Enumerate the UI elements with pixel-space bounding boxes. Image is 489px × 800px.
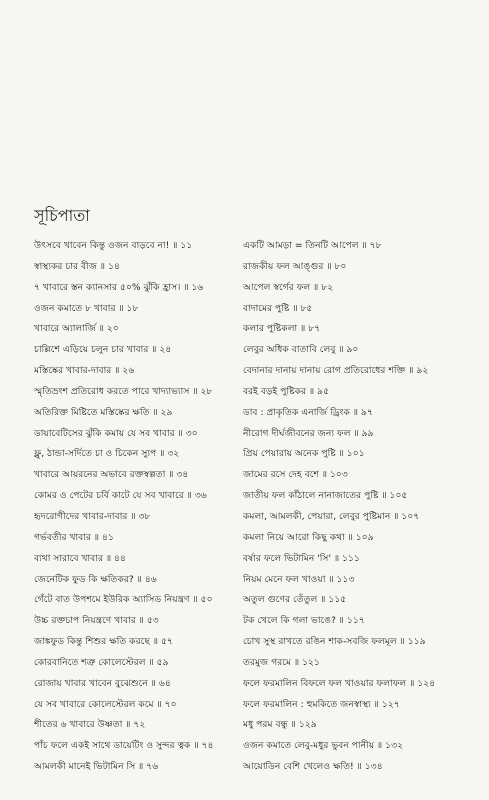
toc-entry: ডাব : প্রাকৃতিক এনার্জি ড্রিংক ॥ ৯৭ xyxy=(243,406,373,418)
toc-entry: ব্যথা সারাবে খাবার ॥ ৪৪ xyxy=(34,552,126,564)
toc-entry: কমলা নিয়ে আরো কিছু কথা ॥ ১০৯ xyxy=(243,531,374,543)
toc-entry: চোখ সুস্থ রাখতে রঙিন শাক-সবজি ফলমূল ॥ ১১৯ xyxy=(243,636,426,648)
toc-entry: ডায়াবেটিসের ঝুঁকি কমায় যে সব খাবার ॥ ৩০ xyxy=(34,427,198,439)
toc-entry: বরই বড়ই পুষ্টিকর ॥ ৯৫ xyxy=(243,385,330,397)
toc-entry: জাতীয় ফল কাঁঠালে নানাজাতের পুষ্টি ॥ ১০৫ xyxy=(243,490,408,502)
toc-entry: বাদামের পুষ্টি ॥ ৮৫ xyxy=(243,302,313,314)
toc-entry: মস্তিষ্কের খাবার-দাবার ॥ ২৬ xyxy=(34,365,135,377)
toc-entry: কোমর ও পেটের চর্বি কাটে যে সব খাবারে ॥ ৩৬ xyxy=(34,490,207,502)
toc-entry: আয়োডিন বেশি খেলেও ক্ষতি! ॥ ১৩৪ xyxy=(243,761,383,773)
toc-left-column xyxy=(34,236,240,778)
toc-entry: স্বাস্থ্যকর চার বীজ ॥ ১৪ xyxy=(34,260,120,272)
toc-entry: ফ্লু, ঠান্ডা-সর্দিতে চা ও চিকেন স্যুপ ॥ ৩২ xyxy=(34,448,180,460)
toc-entry: মধু পরম বন্ধু ॥ ১২৯ xyxy=(243,719,317,731)
toc-entry: পাঁচ ফলে একই সাথে ডায়েটিং ও সুন্দর ত্বক ॥ ৭৪ xyxy=(34,740,214,752)
toc-entry: উৎসবে খাবেন কিন্তু ওজন বাড়বে না! ॥ ১১ xyxy=(34,240,193,251)
toc-entry: ফলে ফরমালিন বিফলে ফল খাওয়ার ফলাফল ॥ ১২৪ xyxy=(243,677,436,689)
toc-entry: বেদানার দানায় দানায় রোগ প্রতিরোধের শক্তি ॥ ৯২ xyxy=(243,365,429,377)
toc-entry: স্মৃতিভ্রংশ প্রতিরোধ করতে পারে খাদ্যাভ্যাস ॥ ২৮ xyxy=(34,385,213,397)
toc-entry: বর্ষার ফলে ভিটামিন 'সি' ॥ ১১১ xyxy=(243,552,360,564)
toc-entry: খাবারে অ্যালার্জি ॥ ২০ xyxy=(34,323,119,335)
toc-entry: খাবারে আয়রনের অভাবে রক্তস্বল্পতা ॥ ৩৪ xyxy=(34,469,189,481)
toc-entry: ফলে ফরমালিন : হুমকিতে জনস্বাস্থ্য ॥ ১২৭ xyxy=(243,698,400,710)
toc-entry: অতুল গুণের তেঁতুল ॥ ১১৫ xyxy=(243,594,347,606)
toc-entry: রোজায় খাবার খাবেন বুঝেশুনে ॥ ৬৪ xyxy=(34,677,171,689)
toc-entry: যে সব খাবারে কোলেস্টেরল কমে ॥ ৭০ xyxy=(34,698,177,710)
toc-entry: নীরোগ দীর্ঘজীবনের জন্য ফল ॥ ৯৯ xyxy=(243,427,374,439)
toc-entry: উচ্চ রক্তচাপ নিয়ন্ত্রণে খাবার ॥ ৫৩ xyxy=(34,615,159,627)
toc-entry: টক খেলে কি গলা ভাঙে? ॥ ১১৭ xyxy=(243,615,365,627)
toc-entry: গর্ভবতীর খাবার ॥ ৪১ xyxy=(34,531,114,543)
toc-entry: ওজন কমাতে লেবু-মধুর ভুবন পানীয় ॥ ১৩২ xyxy=(243,740,404,752)
toc-entry: তরমুজ গরমে ॥ ১২১ xyxy=(243,656,320,668)
toc-entry: গেঁটে বাত উপশমে ইউরিক অ্যাসিড নিয়ন্ত্রণ ॥ ৫০ xyxy=(34,594,213,606)
toc-entry: কলার পুষ্টিকলা ॥ ৮৭ xyxy=(243,323,321,335)
toc-entry: জামের রসে দেহ বশে ॥ ১০৩ xyxy=(243,469,348,481)
page-title: সূচিপাতা xyxy=(34,206,90,225)
toc-entry: ওজন কমাতে ৮ খাবার ॥ ১৮ xyxy=(34,302,139,314)
toc-entry: হৃদরোগীদের খাবার-দাবার ॥ ৩৮ xyxy=(34,510,151,522)
toc-entry: প্রিয় পেয়ারায় অনেক পুষ্টি ॥ ১০১ xyxy=(243,448,365,460)
toc-entry: আপেল স্বর্গের ফল ॥ ৮২ xyxy=(243,281,334,293)
toc-entry: চাল্লিশে এড়িয়ে চলুন চার খাবার ॥ ২৪ xyxy=(34,344,172,356)
toc-entry: কমলা, আমলকী, পেয়ারা, লেবুর পুষ্টিমান ॥ ১০৭ xyxy=(243,510,420,522)
toc-entry: জেনেটিক ফুড কি ক্ষতিকর? ॥ ৪৬ xyxy=(34,573,157,585)
toc-entry: শীতের ৬ খাবারে উষ্ণতা ॥ ৭২ xyxy=(34,719,146,731)
toc-entry: ৭ খাবারে স্তন ক্যানসার ৫০% ঝুঁকি হ্রাস। ॥ ১৬ xyxy=(34,281,204,293)
toc-entry: আমলকী মানেই ভিটামিন সি ॥ ৭৬ xyxy=(34,761,159,773)
toc-right-column xyxy=(243,236,473,778)
toc-entry: রাজকীয় ফল আঙ্গুর ॥ ৮০ xyxy=(243,260,347,272)
toc-entry: অতিরিক্ত মিষ্টিতে মস্তিষ্কের ক্ষতি ॥ ২৯ xyxy=(34,406,173,418)
toc-entry: লেবুর অধিক বাতাবি লেবু ॥ ৯০ xyxy=(243,344,359,356)
toc-entry: জাঙ্কফুড কিন্তু শিশুর ক্ষতি করছে ॥ ৫৭ xyxy=(34,636,173,648)
toc-entry: নিয়ম মেনে ফল খাওয়া ॥ ১১৩ xyxy=(243,573,355,585)
toc-entry: একটি আমড়া = তিনটি আপেল ॥ ৭৮ xyxy=(243,240,382,251)
toc-entry: কোরবানিতে শত্রু কোলেস্টেরল ॥ ৫৯ xyxy=(34,656,169,668)
